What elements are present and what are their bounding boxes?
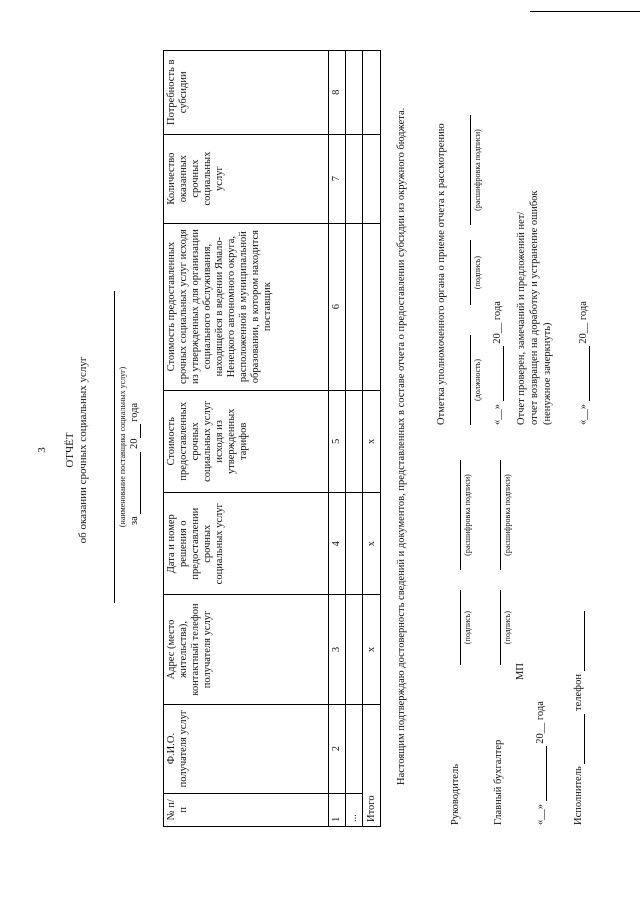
period-year-blank	[129, 424, 141, 438]
head-decoded-line	[460, 460, 461, 570]
total-row	[363, 51, 381, 827]
header-cell: № п/п	[164, 793, 329, 826]
review-status	[515, 25, 554, 425]
head-label: Руководитель	[450, 764, 461, 825]
page-number: 3	[36, 447, 48, 453]
authority-date2-day: «__»	[578, 404, 589, 425]
total-label: Итого	[363, 704, 381, 826]
review-line-3: (ненужное зачеркнуть)	[542, 322, 553, 425]
header-cell: Потребность в субсидии	[164, 51, 329, 135]
table-cell	[346, 493, 363, 595]
authority-date-year: 20__ года	[492, 301, 503, 344]
table-number-row	[329, 51, 346, 827]
total-cell	[363, 134, 381, 223]
header-cell: Ф.И.О. получателя услуг	[164, 704, 329, 793]
phone-blank	[573, 611, 585, 671]
total-cell	[363, 51, 381, 135]
table-row	[346, 51, 363, 827]
authority-position-caption: (должность)	[473, 359, 482, 401]
executor-line	[573, 611, 585, 825]
total-cell: х	[363, 595, 381, 704]
left-date	[535, 701, 547, 825]
authority-date-blank	[492, 346, 504, 401]
head-signature-caption: (подпись)	[463, 610, 472, 645]
period-year: 20	[129, 438, 140, 449]
authority-decoded-caption: (расшифровка подписи)	[473, 129, 482, 211]
stamp-placeholder: МП	[515, 663, 526, 680]
confirmation-text: Настоящим подтверждаю достоверность сведений и документов, представленных в составе отчета о предоставлении субсидии из окружного бюджета.	[396, 107, 407, 785]
authority-date-day: «__»	[492, 404, 503, 425]
table-cell	[346, 223, 363, 390]
authority-date2-blank	[578, 346, 590, 401]
number-cell: 4	[329, 493, 346, 595]
header-cell: Дата и номер решения о предоставлении срочных социальных услуг	[164, 493, 329, 595]
accountant-label: Главный бухгалтер	[493, 739, 504, 825]
header-cell: Стоимость предоставленных срочных социальных услуг исходя из утвержденных для организации социального обслуживания, находящейся в ведении Ямало-Ненецкого автономного округа, расположенной в муниципальной образовании, в котором находится поставщик	[164, 223, 329, 390]
phone-label: телефон	[573, 674, 584, 712]
authority-heading: Отметка уполномоченного органа о приеме отчета к рассмотрению	[436, 123, 447, 425]
authority-decoded-line	[470, 115, 471, 225]
number-cell: 7	[329, 134, 346, 223]
table-cell	[346, 51, 363, 135]
header-cell: Стоимость предоставленных срочных социальных услуг исходя из утвержденных тарифов	[164, 390, 329, 492]
period-blank	[129, 452, 141, 514]
accountant-decoded-caption: (расшифровка подписи)	[503, 474, 512, 556]
provider-name-line	[114, 291, 115, 603]
total-cell	[363, 223, 381, 390]
executor-blank	[573, 714, 585, 764]
number-cell: 6	[329, 223, 346, 390]
table-cell	[346, 595, 363, 704]
number-cell: 2	[329, 704, 346, 793]
review-line-2: отчет возвращен на доработку и устранение ошибок	[529, 190, 540, 425]
report-title-block	[64, 295, 90, 605]
report-title: ОТЧЁТ	[64, 432, 76, 468]
accountant-signature-caption: (подпись)	[503, 610, 512, 645]
header-cell: Количество оказанных срочных социальных услуг	[164, 134, 329, 223]
table-header-row	[164, 51, 329, 827]
table-cell	[346, 704, 363, 793]
authority-date2-year: 20__ года	[578, 301, 589, 344]
authority-date-2	[578, 301, 590, 425]
provider-caption: (наименование поставщика социальных услуг)	[118, 366, 127, 528]
executor-label: Исполнитель	[573, 766, 584, 825]
review-line-1: Отчет проверен, замечаний и предложений нет/	[516, 211, 527, 425]
authority-signature-caption: (подпись)	[473, 255, 482, 290]
authority-position-line	[470, 335, 471, 425]
header-cell: Адрес (место жительства), контактный телефон получателя услуг	[164, 595, 329, 704]
total-cell: х	[363, 390, 381, 492]
total-cell: х	[363, 493, 381, 595]
report-subtitle: об оказании срочных социальных услуг	[77, 356, 89, 544]
number-cell: 5	[329, 390, 346, 492]
ellipsis-cell: ...	[346, 793, 363, 826]
period-line	[129, 365, 141, 525]
accountant-decoded-line	[500, 460, 501, 570]
period-suffix: года	[129, 402, 140, 422]
left-date-blank	[535, 746, 547, 801]
authority-date	[492, 301, 504, 425]
head-signature-line	[460, 590, 461, 665]
table-cell	[346, 134, 363, 223]
number-cell: 3	[329, 595, 346, 704]
period-prefix: за	[129, 516, 140, 525]
table-cell	[346, 390, 363, 492]
left-date-day: «__»	[535, 804, 546, 825]
accountant-signature-line	[500, 590, 501, 665]
authority-signature-line	[470, 240, 471, 305]
head-decoded-caption: (расшифровка подписи)	[463, 474, 472, 556]
left-date-year: 20__ года	[535, 701, 546, 744]
number-cell: 8	[329, 51, 346, 135]
number-cell: 1	[329, 793, 346, 826]
report-table	[163, 50, 381, 827]
